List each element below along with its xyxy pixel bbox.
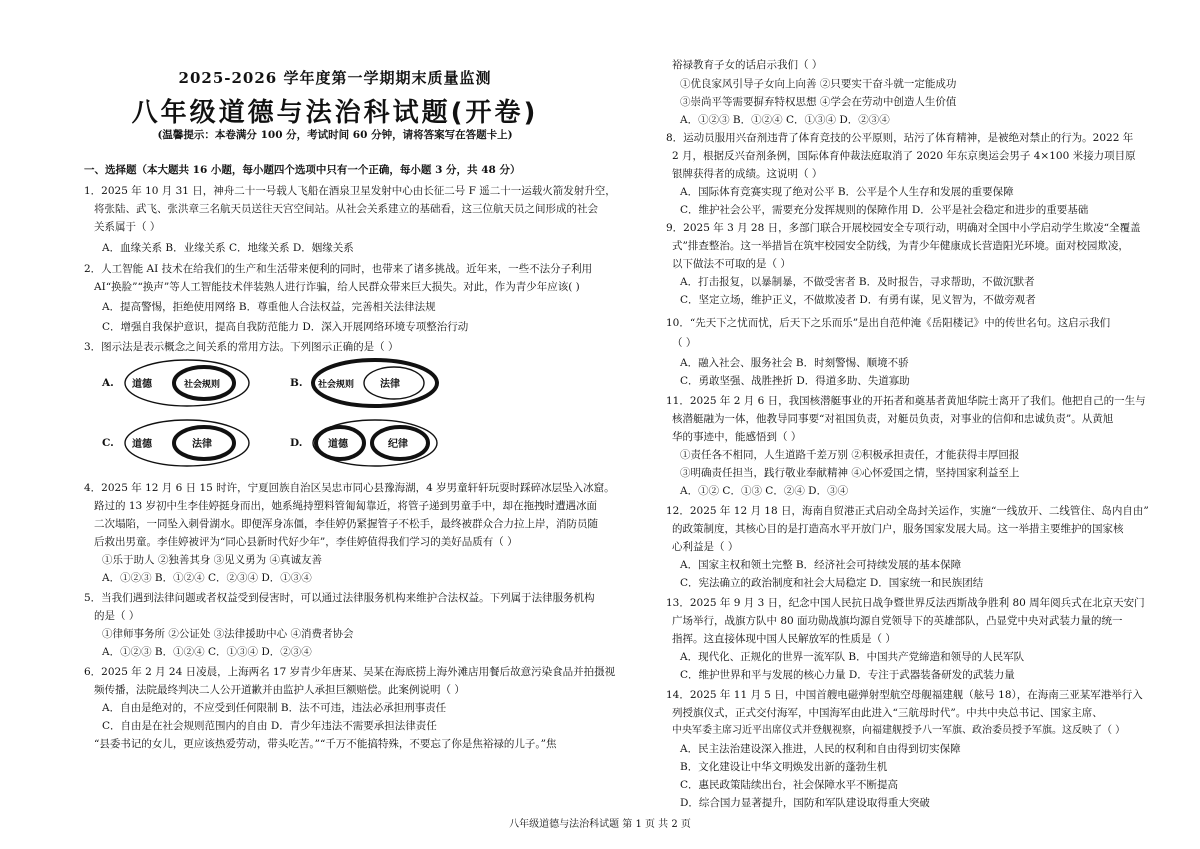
page-footer: 八年级道德与法治科试题 第 1 页 共 2 页 xyxy=(509,819,691,830)
answer-options: C．增强自我保护意识，提高自我防范能力 D．深入开展网络环境专项整治行动 xyxy=(102,321,469,333)
answer-options: C．惠民政策陆续出台，社会保障水平不断提高 xyxy=(680,779,899,791)
answer-options: C．自由是在社会规则范围内的自由 D．青少年违法不需要承担法律责任 xyxy=(102,720,437,732)
question-line: 指挥。这直接体现中国人民解放军的性质是（ ） xyxy=(672,633,896,645)
answer-statements: ①优良家风引导子女向上向善 ②只要实干奋斗就一定能成功 xyxy=(680,78,957,90)
diagram-b-inner-label: 法律 xyxy=(380,379,400,390)
exam-tip: (温馨提示：本卷满分 100 分，考试时间 60 分钟，请将答案写在答题卡上) xyxy=(157,129,513,141)
answer-options: A．民主法治建设深入推进，人民的权利和自由得到切实保障 xyxy=(680,743,961,755)
answer-options: C．坚定立场，维护正义，不做欺凌者 D．有勇有谋，见义智为，不做旁观者 xyxy=(680,294,1036,306)
answer-options: C．维护社会公平，需要充分发挥规则的保障作用 D．公平是社会稳定和进步的重要基础 xyxy=(680,204,1089,216)
answer-options: A．国家主权和领土完整 B．经济社会可持续发展的基本保障 xyxy=(680,559,962,571)
diagram-a-inner-label: 社会规则 xyxy=(184,380,221,390)
question-line: 核潜艇融为一体，他教导同事要“对祖国负责，对艇员负责，对事业的信仰和忠诚负责”。从黄旭 xyxy=(672,413,1114,425)
diagram-c-outer-label: 道德 xyxy=(132,439,152,450)
answer-options: A．自由是绝对的，不应受到任何限制 B．法不可违，违法必承担刑事责任 xyxy=(102,702,447,714)
question-line: 9．2025 年 3 月 28 日，多部门联合开展校园安全专项行动，明确对全国中小学启动学生欺凌“全覆盖 xyxy=(666,222,1141,234)
answer-options: A．提高警惕，拒绝使用网络 B．尊重他人合法权益，完善相关法律法规 xyxy=(102,301,436,313)
answer-options: D．综合国力显著提升，国防和军队建设取得重大突破 xyxy=(680,797,930,809)
question-line: 式”排查整治。这一举措旨在筑牢校园安全防线，为青少年健康成长营造阳光环境。面对校园欺凌， xyxy=(672,240,1129,252)
exam-main-title: 八年级道德与法治科试题(开卷) xyxy=(131,98,539,128)
question-line: 12．2025 年 12 月 18 日，海南自贸港正式启动全岛封关运作，实施“一线放开、二线管住、岛内自由” xyxy=(666,505,1149,517)
question-line: 中央军委主席习近平出席仪式并登舰视察，向福建舰授予八一军旗、政治委员授予军旗。这反映了（ ） xyxy=(672,725,1126,736)
question-line: 华的事迹中，能感悟到（ ） xyxy=(672,431,802,443)
answer-options: A．血缘关系 B．业缘关系 C．地缘关系 D．姻缘关系 xyxy=(102,242,354,254)
question-line: 13．2025 年 9 月 3 日，纪念中国人民抗日战争暨世界反法西斯战争胜利 80 周年阅兵式在北京天安门 xyxy=(666,597,1145,609)
question-line: 2．人工智能 AI 技术在给我们的生产和生活带来便利的同时，也带来了诸多挑战。近年来，一些不法分子利用 xyxy=(84,263,593,275)
section-heading: 一、选择题（本大题共 16 小题，每小题四个选项中只有一个正确，每小题 3 分，共 48 分） xyxy=(84,164,521,176)
question-line: 以下做法不可取的是（ ） xyxy=(672,258,791,270)
question-line: 4．2025 年 12 月 6 日 15 时许，宁夏回族自治区吴忠市同心县豫海湖，4 岁男童轩轩玩耍时踩碎冰层坠入冰窟。 xyxy=(84,482,615,494)
diagram-d-outer-label: 道德 xyxy=(328,439,348,450)
question-line: 列授旗仪式，正式交付海军，中国海军由此进入“三航母时代”。中共中央总书记、国家主席、 xyxy=(672,707,1103,719)
answer-statements: ③崇尚平等需要摒弃特权思想 ④学会在劳动中创造人生价值 xyxy=(680,96,957,108)
question-line: 频传播，法院最终判决二人公开道歉并由监护人承担巨额赔偿。此案例说明（ ） xyxy=(94,684,465,696)
question-line: 心利益是（ ） xyxy=(672,541,739,553)
diagram-d-inner-label: 纪律 xyxy=(388,439,408,450)
question-line: 6．2025 年 2 月 24 日凌晨，上海两名 17 岁青少年唐某、吴某在海底捞上海外滩店用餐后故意污染食品并拍摄视 xyxy=(84,666,616,678)
question-line: “县委书记的女儿，更应该热爱劳动，带头吃苦。”“千万不能搞特殊，不要忘了你是焦裕禄的儿子。”焦 xyxy=(94,738,557,750)
question-line: 广场举行，战旗方队中 80 面功勋战旗均源自党领导下的英雄部队，凸显党中央对武装力量的统一 xyxy=(672,615,1123,627)
answer-options: A．融入社会、服务社会 B．时刻警惕、顺境不骄 xyxy=(680,357,909,369)
answer-options: A．①②③ B．①②④ C．①③④ D．②③④ xyxy=(680,114,890,126)
answer-options: A．现代化、正规化的世界一流军队 B．中国共产党缔造和领导的人民军队 xyxy=(680,651,1025,663)
question-line: 二次塌陷，一同坠入刺骨湖水。即便浑身冻僵，李佳婷仍紧握管子不松手，最终被群众合力拉上岸，消防员随 xyxy=(94,518,598,530)
question-line: 8．运动员服用兴奋剂违背了体育竞技的公平原则，玷污了体育精神，是被绝对禁止的行为。2022 年 xyxy=(666,132,1134,144)
question-line: 的政策制度，其核心目的是打造高水平开放门户，服务国家发展大局。这一举措主要维护的国家核 xyxy=(672,523,1124,535)
question-line: 的是（ ） xyxy=(94,610,140,622)
answer-options: A．①②③ B．①②④ C．①③④ D．②③④ xyxy=(102,646,312,658)
answer-statements: ①责任各不相同，人生道路千差万别 ②积极承担责任，才能获得丰厚回报 xyxy=(680,449,1020,461)
question-line: 后救出男童。李佳婷被评为“同心县新时代好少年”，李佳婷值得我们学习的美好品质有（ ） xyxy=(94,536,518,548)
question-line: 11．2025 年 2 月 6 日，我国核潜艇事业的开拓者和奠基者黄旭华院士离开了我们。他把自己的一生与 xyxy=(666,395,1146,407)
diagram-a-letter: A. xyxy=(102,377,114,389)
question-line: 银牌获得者的成绩。这说明（ ） xyxy=(672,168,823,180)
question-line: 路过的 13 岁初中生李佳婷挺身而出，她系绳持塑料管匍匐靠近，将管子递到男童手中，却在拖拽时遭遇冰面 xyxy=(94,500,598,512)
diagram-b-outer-label: 社会规则 xyxy=(318,380,355,390)
answer-options: A．国际体育竞赛实现了绝对公平 B．公平是个人生存和发展的重要保障 xyxy=(680,186,1014,198)
answer-statements: ③明确责任担当，践行敬业奉献精神 ④心怀爱国之情，坚持国家利益至上 xyxy=(680,467,1020,479)
exam-year-title: 2025-2026 学年度第一学期期末质量监测 xyxy=(178,69,492,87)
answer-statements: ①律师事务所 ②公证处 ③法律援助中心 ④消费者协会 xyxy=(102,628,354,640)
question-line: 2 月，根据反兴奋剂条例，国际体育仲裁法庭取消了 2020 年东京奥运会男子 4×100 米接力项目原 xyxy=(672,150,1136,162)
diagram-d xyxy=(310,417,440,469)
diagram-a xyxy=(122,357,252,409)
question-line: （ ） xyxy=(672,337,697,349)
answer-options: C．宪法确立的政治制度和社会大局稳定 D．国家统一和民族团结 xyxy=(680,577,984,589)
question-line: 14．2025 年 11 月 5 日，中国首艘电磁弹射型航空母舰福建舰（舷号 18），在海南三亚某军港举行入 xyxy=(666,689,1143,701)
answer-options: B．文化建设让中华文明焕发出新的蓬勃生机 xyxy=(680,761,888,773)
question-line: 3．图示法是表示概念之间关系的常用方法。下列图示正确的是（ ） xyxy=(84,341,399,353)
diagram-c-inner-label: 法律 xyxy=(192,439,212,450)
question-line: 将张陆、武飞、张洪章三名航天员送往天宫空间站。从社会关系建立的基础看，这三位航天员之间形成的社会 xyxy=(94,203,598,215)
question-line: AI“换脸”“换声”等人工智能技术伴装熟人进行诈骗，给人民群众带来巨大损失。对此，作为青少年应该( ) xyxy=(94,281,580,293)
diagram-b xyxy=(310,357,440,409)
question-line: 10．“先天下之忧而忧，后天下之乐而乐”是出自范仲淹《岳阳楼记》中的传世名句。这启示我们 xyxy=(666,317,1111,329)
answer-options: A．打击报复，以暴制暴，不做受害者 B．及时报告，寻求帮助，不做沉默者 xyxy=(680,276,1035,288)
diagram-a-outer-label: 道德 xyxy=(132,379,152,390)
answer-options: A．①② C．①③ C．②④ D．③④ xyxy=(680,485,849,497)
question-line: 关系属于（ ） xyxy=(94,221,161,233)
question-line: 1．2025 年 10 月 31 日，神舟二十一号载人飞船在酒泉卫星发射中心由长征二号 F 遥二十一运载火箭发射升空， xyxy=(84,185,616,197)
answer-statements: ①乐于助人 ②独善其身 ③见义勇为 ④真诚友善 xyxy=(102,554,323,566)
answer-options: A．①②③ B．①②④ C．②③④ D．①③④ xyxy=(102,572,312,584)
answer-options: C．勇敢坚强、战胜挫折 D．得道多助、失道寡助 xyxy=(680,375,910,387)
diagram-c-letter: C. xyxy=(102,437,114,449)
question-line: 5．当我们遇到法律问题或者权益受到侵害时，可以通过法律服务机构来维护合法权益。下列属于法律服务机构 xyxy=(84,592,595,604)
question-line: 裕禄教育子女的话启示我们（ ） xyxy=(672,59,823,71)
diagram-c xyxy=(122,417,252,469)
answer-options: C．维护世界和平与发展的核心力量 D．专注于武器装备研发的武装力量 xyxy=(680,669,1015,681)
diagram-b-letter: B. xyxy=(290,377,303,389)
diagram-d-letter: D. xyxy=(290,437,303,449)
